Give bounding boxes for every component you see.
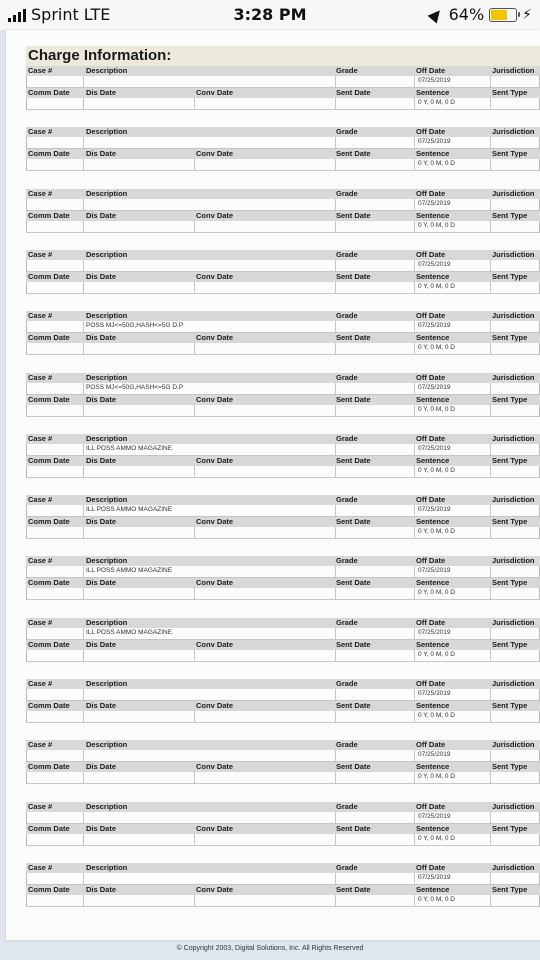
battery-icon (489, 8, 517, 22)
sent-type-label: Sent Type (492, 639, 528, 649)
charge-value-row (26, 137, 540, 149)
sent-type-label: Sent Type (492, 517, 528, 527)
case-label: Case # (28, 188, 53, 198)
document-page (6, 30, 540, 940)
grade-label: Grade (336, 801, 358, 811)
conv-date-label: Conv Date (196, 578, 234, 588)
grade-label: Grade (336, 740, 358, 750)
charge-description: POSS MJ<=50G,HASH<=5G D.P (86, 383, 184, 391)
grade-label: Grade (336, 679, 358, 688)
sentence-label: Sentence (416, 88, 450, 97)
jurisdiction-label: Jurisdiction (492, 862, 535, 872)
comm-date-label: Comm Date (28, 271, 70, 281)
sent-type-label: Sent Type (492, 210, 528, 220)
clock: 3:28 PM (233, 5, 307, 24)
comm-date-label: Comm Date (28, 578, 70, 588)
comm-date-label: Comm Date (28, 639, 70, 649)
charge-record (26, 679, 540, 732)
sentence-label: Sentence (416, 639, 450, 649)
description-label: Description (86, 372, 128, 382)
jurisdiction-label: Jurisdiction (492, 249, 535, 259)
charge-record (26, 127, 540, 180)
off-date-label: Off Date (416, 617, 446, 627)
sentence-value: 0 Y, 0 M, 0 D (418, 405, 455, 413)
offense-date: 07/25/2019 (418, 812, 451, 820)
charge-record (26, 66, 540, 119)
sent-type-label: Sent Type (492, 455, 528, 465)
charge-record (26, 863, 540, 916)
charge-value-row (26, 750, 540, 762)
description-label: Description (86, 556, 128, 566)
off-date-label: Off Date (416, 495, 446, 505)
jurisdiction-label: Jurisdiction (492, 556, 535, 566)
sentence-value: 0 Y, 0 M, 0 D (418, 282, 455, 290)
charge-record (26, 802, 540, 855)
charge-value-row (26, 812, 540, 824)
offense-date: 07/25/2019 (418, 199, 451, 207)
off-date-label: Off Date (416, 372, 446, 382)
description-label: Description (86, 679, 128, 688)
jurisdiction-label: Jurisdiction (492, 66, 535, 75)
sentence-value: 0 Y, 0 M, 0 D (418, 650, 455, 658)
dis-date-label: Dis Date (86, 149, 117, 159)
section-title: Charge Information: (26, 46, 540, 66)
charge-value-row (26, 873, 540, 885)
grade-label: Grade (336, 188, 358, 198)
conv-date-label: Conv Date (196, 210, 234, 220)
conv-date-label: Conv Date (196, 88, 234, 97)
sent-date-label: Sent Date (336, 823, 371, 833)
jurisdiction-label: Jurisdiction (492, 188, 535, 198)
charge-description: ILL POSS AMMO MAGAZINE (86, 628, 173, 636)
disposition-value-row (26, 466, 540, 478)
offense-date: 07/25/2019 (418, 506, 451, 514)
sentence-label: Sentence (416, 517, 450, 527)
disposition-value-row (26, 588, 540, 600)
grade-label: Grade (336, 311, 358, 321)
sentence-value: 0 Y, 0 M, 0 D (418, 712, 455, 719)
comm-date-label: Comm Date (28, 455, 70, 465)
sent-type-label: Sent Type (492, 762, 528, 772)
comm-date-label: Comm Date (28, 762, 70, 772)
dis-date-label: Dis Date (86, 884, 117, 894)
sentence-label: Sentence (416, 333, 450, 343)
grade-label: Grade (336, 862, 358, 872)
description-label: Description (86, 249, 128, 259)
conv-date-label: Conv Date (196, 149, 234, 159)
offense-date: 07/25/2019 (418, 628, 451, 636)
case-label: Case # (28, 862, 53, 872)
sentence-value: 0 Y, 0 M, 0 D (418, 160, 455, 168)
sent-date-label: Sent Date (336, 210, 371, 220)
grade-label: Grade (336, 249, 358, 259)
dis-date-label: Dis Date (86, 823, 117, 833)
dis-date-label: Dis Date (86, 333, 117, 343)
off-date-label: Off Date (416, 66, 446, 75)
disposition-value-row (26, 527, 540, 539)
dis-date-label: Dis Date (86, 88, 117, 97)
sentence-value: 0 Y, 0 M, 0 D (418, 344, 455, 352)
sentence-label: Sentence (416, 762, 450, 772)
charge-record (26, 373, 540, 426)
grade-label: Grade (336, 617, 358, 627)
disposition-value-row (26, 405, 540, 417)
charge-record (26, 556, 540, 609)
offense-date: 07/25/2019 (418, 138, 451, 146)
charge-record (26, 495, 540, 548)
charge-record (26, 250, 540, 303)
dis-date-label: Dis Date (86, 271, 117, 281)
offense-date: 07/25/2019 (418, 751, 451, 759)
sent-type-label: Sent Type (492, 701, 528, 710)
sent-type-label: Sent Type (492, 271, 528, 281)
sentence-value: 0 Y, 0 M, 0 D (418, 589, 455, 597)
conv-date-label: Conv Date (196, 517, 234, 527)
charge-record (26, 311, 540, 364)
jurisdiction-label: Jurisdiction (492, 617, 535, 627)
grade-label: Grade (336, 127, 358, 137)
sentence-label: Sentence (416, 210, 450, 220)
case-label: Case # (28, 372, 53, 382)
case-label: Case # (28, 495, 53, 505)
grade-label: Grade (336, 556, 358, 566)
comm-date-label: Comm Date (28, 88, 70, 97)
sent-date-label: Sent Date (336, 578, 371, 588)
case-label: Case # (28, 679, 53, 688)
sent-date-label: Sent Date (336, 333, 371, 343)
sentence-label: Sentence (416, 271, 450, 281)
off-date-label: Off Date (416, 127, 446, 137)
disposition-value-row (26, 650, 540, 662)
status-icons (430, 5, 532, 24)
charge-record (26, 740, 540, 793)
off-date-label: Off Date (416, 311, 446, 321)
conv-date-label: Conv Date (196, 762, 234, 772)
charge-description: ILL POSS AMMO MAGAZINE (86, 444, 173, 452)
network-type: LTE (83, 5, 111, 24)
charge-description: ILL POSS AMMO MAGAZINE (86, 567, 173, 575)
charge-description: POSS MJ<=50G,HASH<=5G D.P (86, 322, 184, 330)
conv-date-label: Conv Date (196, 639, 234, 649)
offense-date: 07/25/2019 (418, 690, 451, 697)
sentence-value: 0 Y, 0 M, 0 D (418, 834, 455, 842)
conv-date-label: Conv Date (196, 823, 234, 833)
dis-date-label: Dis Date (86, 455, 117, 465)
sentence-value: 0 Y, 0 M, 0 D (418, 221, 455, 229)
disposition-value-row (26, 895, 540, 907)
sent-date-label: Sent Date (336, 517, 371, 527)
case-label: Case # (28, 249, 53, 259)
jurisdiction-label: Jurisdiction (492, 433, 535, 443)
description-label: Description (86, 740, 128, 750)
copyright-text: © Copyright 2003, Digital Solutions, Inc. All Rights Reserved (176, 945, 364, 952)
sent-date-label: Sent Date (336, 762, 371, 772)
off-date-label: Off Date (416, 801, 446, 811)
comm-date-label: Comm Date (28, 149, 70, 159)
description-label: Description (86, 433, 128, 443)
case-label: Case # (28, 617, 53, 627)
disposition-value-row (26, 343, 540, 355)
charge-record (26, 434, 540, 487)
comm-date-label: Comm Date (28, 884, 70, 894)
charge-value-row (26, 260, 540, 272)
off-date-label: Off Date (416, 433, 446, 443)
off-date-label: Off Date (416, 556, 446, 566)
jurisdiction-label: Jurisdiction (492, 679, 535, 688)
sentence-label: Sentence (416, 823, 450, 833)
conv-date-label: Conv Date (196, 884, 234, 894)
description-label: Description (86, 617, 128, 627)
jurisdiction-label: Jurisdiction (492, 311, 535, 321)
disposition-value-row (26, 98, 540, 110)
dis-date-label: Dis Date (86, 762, 117, 772)
sent-type-label: Sent Type (492, 823, 528, 833)
sentence-label: Sentence (416, 884, 450, 894)
offense-date: 07/25/2019 (418, 444, 451, 452)
description-label: Description (86, 862, 128, 872)
sent-type-label: Sent Type (492, 578, 528, 588)
dis-date-label: Dis Date (86, 210, 117, 220)
grade-label: Grade (336, 372, 358, 382)
conv-date-label: Conv Date (196, 701, 234, 710)
charge-record (26, 618, 540, 671)
dis-date-label: Dis Date (86, 701, 117, 710)
grade-label: Grade (336, 495, 358, 505)
off-date-label: Off Date (416, 740, 446, 750)
disposition-value-row (26, 282, 540, 294)
case-label: Case # (28, 740, 53, 750)
charge-description: ILL POSS AMMO MAGAZINE (86, 506, 173, 514)
charge-record (26, 189, 540, 242)
sent-type-label: Sent Type (492, 333, 528, 343)
case-label: Case # (28, 556, 53, 566)
case-label: Case # (28, 801, 53, 811)
conv-date-label: Conv Date (196, 455, 234, 465)
sent-date-label: Sent Date (336, 639, 371, 649)
sent-type-label: Sent Type (492, 88, 528, 97)
sentence-label: Sentence (416, 701, 450, 710)
sent-type-label: Sent Type (492, 884, 528, 894)
comm-date-label: Comm Date (28, 333, 70, 343)
conv-date-label: Conv Date (196, 394, 234, 404)
status-bar (0, 0, 540, 30)
jurisdiction-label: Jurisdiction (492, 740, 535, 750)
sentence-label: Sentence (416, 149, 450, 159)
sentence-value: 0 Y, 0 M, 0 D (418, 466, 455, 474)
disposition-value-row (26, 711, 540, 723)
sent-type-label: Sent Type (492, 149, 528, 159)
comm-date-label: Comm Date (28, 394, 70, 404)
offense-date: 07/25/2019 (418, 260, 451, 268)
charge-value-row (26, 76, 540, 88)
grade-label: Grade (336, 433, 358, 443)
sent-type-label: Sent Type (492, 394, 528, 404)
sent-date-label: Sent Date (336, 271, 371, 281)
offense-date: 07/25/2019 (418, 873, 451, 881)
sentence-label: Sentence (416, 394, 450, 404)
sentence-value: 0 Y, 0 M, 0 D (418, 895, 455, 903)
conv-date-label: Conv Date (196, 271, 234, 281)
case-label: Case # (28, 311, 53, 321)
sentence-value: 0 Y, 0 M, 0 D (418, 773, 455, 781)
sentence-label: Sentence (416, 455, 450, 465)
sent-date-label: Sent Date (336, 455, 371, 465)
dis-date-label: Dis Date (86, 578, 117, 588)
offense-date: 07/25/2019 (418, 77, 451, 84)
battery-percent: 64% (448, 5, 485, 24)
offense-date: 07/25/2019 (418, 383, 451, 391)
offense-date: 07/25/2019 (418, 567, 451, 575)
description-label: Description (86, 127, 128, 137)
description-label: Description (86, 188, 128, 198)
comm-date-label: Comm Date (28, 823, 70, 833)
charge-value-row (26, 689, 540, 701)
description-label: Description (86, 801, 128, 811)
jurisdiction-label: Jurisdiction (492, 127, 535, 137)
sentence-label: Sentence (416, 578, 450, 588)
comm-date-label: Comm Date (28, 701, 70, 710)
disposition-value-row (26, 159, 540, 171)
sentence-value: 0 Y, 0 M, 0 D (418, 528, 455, 536)
description-label: Description (86, 66, 128, 75)
sentence-value: 0 Y, 0 M, 0 D (418, 99, 455, 106)
conv-date-label: Conv Date (196, 333, 234, 343)
jurisdiction-label: Jurisdiction (492, 801, 535, 811)
dis-date-label: Dis Date (86, 394, 117, 404)
off-date-label: Off Date (416, 862, 446, 872)
description-label: Description (86, 495, 128, 505)
off-date-label: Off Date (416, 188, 446, 198)
comm-date-label: Comm Date (28, 210, 70, 220)
grade-label: Grade (336, 66, 358, 75)
jurisdiction-label: Jurisdiction (492, 495, 535, 505)
description-label: Description (86, 311, 128, 321)
charge-value-row (26, 199, 540, 211)
sent-date-label: Sent Date (336, 88, 371, 97)
battery-fill (491, 10, 506, 20)
sent-date-label: Sent Date (336, 884, 371, 894)
location-arrow-icon (427, 6, 444, 23)
disposition-value-row (26, 834, 540, 846)
case-label: Case # (28, 66, 53, 75)
case-label: Case # (28, 127, 53, 137)
disposition-value-row (26, 772, 540, 784)
sent-date-label: Sent Date (336, 701, 371, 710)
off-date-label: Off Date (416, 679, 446, 688)
carrier-name: Sprint (31, 5, 79, 24)
offense-date: 07/25/2019 (418, 322, 451, 330)
charging-bolt-icon: ⚡ (522, 6, 532, 23)
jurisdiction-label: Jurisdiction (492, 372, 535, 382)
case-label: Case # (28, 433, 53, 443)
dis-date-label: Dis Date (86, 517, 117, 527)
sent-date-label: Sent Date (336, 149, 371, 159)
dis-date-label: Dis Date (86, 639, 117, 649)
sent-date-label: Sent Date (336, 394, 371, 404)
comm-date-label: Comm Date (28, 517, 70, 527)
off-date-label: Off Date (416, 249, 446, 259)
disposition-value-row (26, 221, 540, 233)
